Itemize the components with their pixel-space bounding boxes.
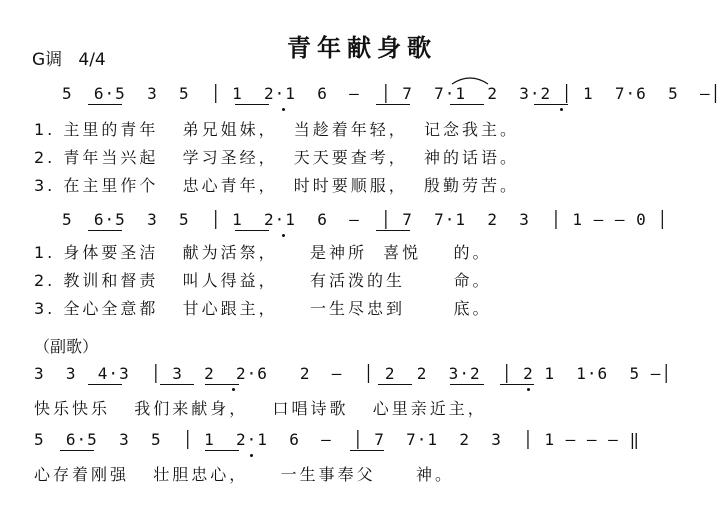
song-title: 青年献身歌 — [287, 34, 437, 62]
chorus-lyric-1: 快乐快乐 我们来献身， 口唱诗歌 心里亲近主， — [34, 399, 487, 418]
low-octave-dot — [232, 388, 235, 391]
note-underline — [88, 384, 122, 385]
note-underline — [376, 230, 410, 231]
notes-line-2: 5 6·5 3 5 │ 1 2·1 6 – │ 7 7·1 2 3 │ 1 – – 0 │ — [62, 210, 669, 229]
low-octave-dot — [282, 234, 285, 237]
note-underline — [88, 230, 122, 231]
verse-1-lyric-b: 1. 身体要圣洁 献为活祭， 是神所 喜悦 的。 — [34, 243, 492, 262]
note-underline — [235, 104, 269, 105]
notes-line-1: 5 6·5 3 5 │ 1 2·1 6 – │ 7 7·1 2 3·2 │ 1 7·6 5 –│ — [62, 84, 721, 103]
chorus-lyric-2: 心存着刚强 壮胆忠心， 一生事奉父 神。 — [34, 465, 455, 484]
low-octave-dot — [250, 454, 253, 457]
note-underline — [500, 384, 534, 385]
note-underline — [205, 384, 239, 385]
chorus-notes-1: 3 3 4·3 │ 3 2 2·6 2 – │ 2 2 3·2 │ 2 1 1·6 5 –│ — [34, 364, 672, 383]
key-signature: G调 4/4 — [32, 50, 106, 70]
chorus-notes-2: 5 6·5 3 5 │ 1 2·1 6 – │ 7 7·1 2 3 │ 1 – – – ‖ — [34, 430, 641, 449]
verse-3-lyric-a: 3. 在主里作个 忠心青年， 时时要顺服， 殷勤劳苦。 — [34, 176, 519, 195]
note-underline — [450, 384, 484, 385]
note-underline — [378, 384, 412, 385]
chorus-label: （副歌） — [34, 337, 99, 356]
note-underline — [235, 230, 269, 231]
note-underline — [534, 104, 568, 105]
note-underline — [60, 450, 94, 451]
slur-mark — [450, 74, 490, 86]
note-underline — [88, 104, 122, 105]
verse-1-lyric-a: 1. 主里的青年 弟兄姐妹， 当趁着年轻， 记念我主。 — [34, 120, 519, 139]
low-octave-dot — [560, 108, 563, 111]
note-underline — [205, 450, 239, 451]
verse-3-lyric-b: 3. 全心全意都 甘心跟主， 一生尽忠到 底。 — [34, 299, 492, 318]
verse-2-lyric-a: 2. 青年当兴起 学习圣经， 天天要查考， 神的话语。 — [34, 148, 519, 167]
low-octave-dot — [282, 108, 285, 111]
note-underline — [450, 104, 484, 105]
note-underline — [350, 450, 384, 451]
note-underline — [160, 384, 194, 385]
low-octave-dot — [527, 388, 530, 391]
verse-2-lyric-b: 2. 教训和督责 叫人得益， 有活泼的生 命。 — [34, 271, 492, 290]
note-underline — [376, 104, 410, 105]
